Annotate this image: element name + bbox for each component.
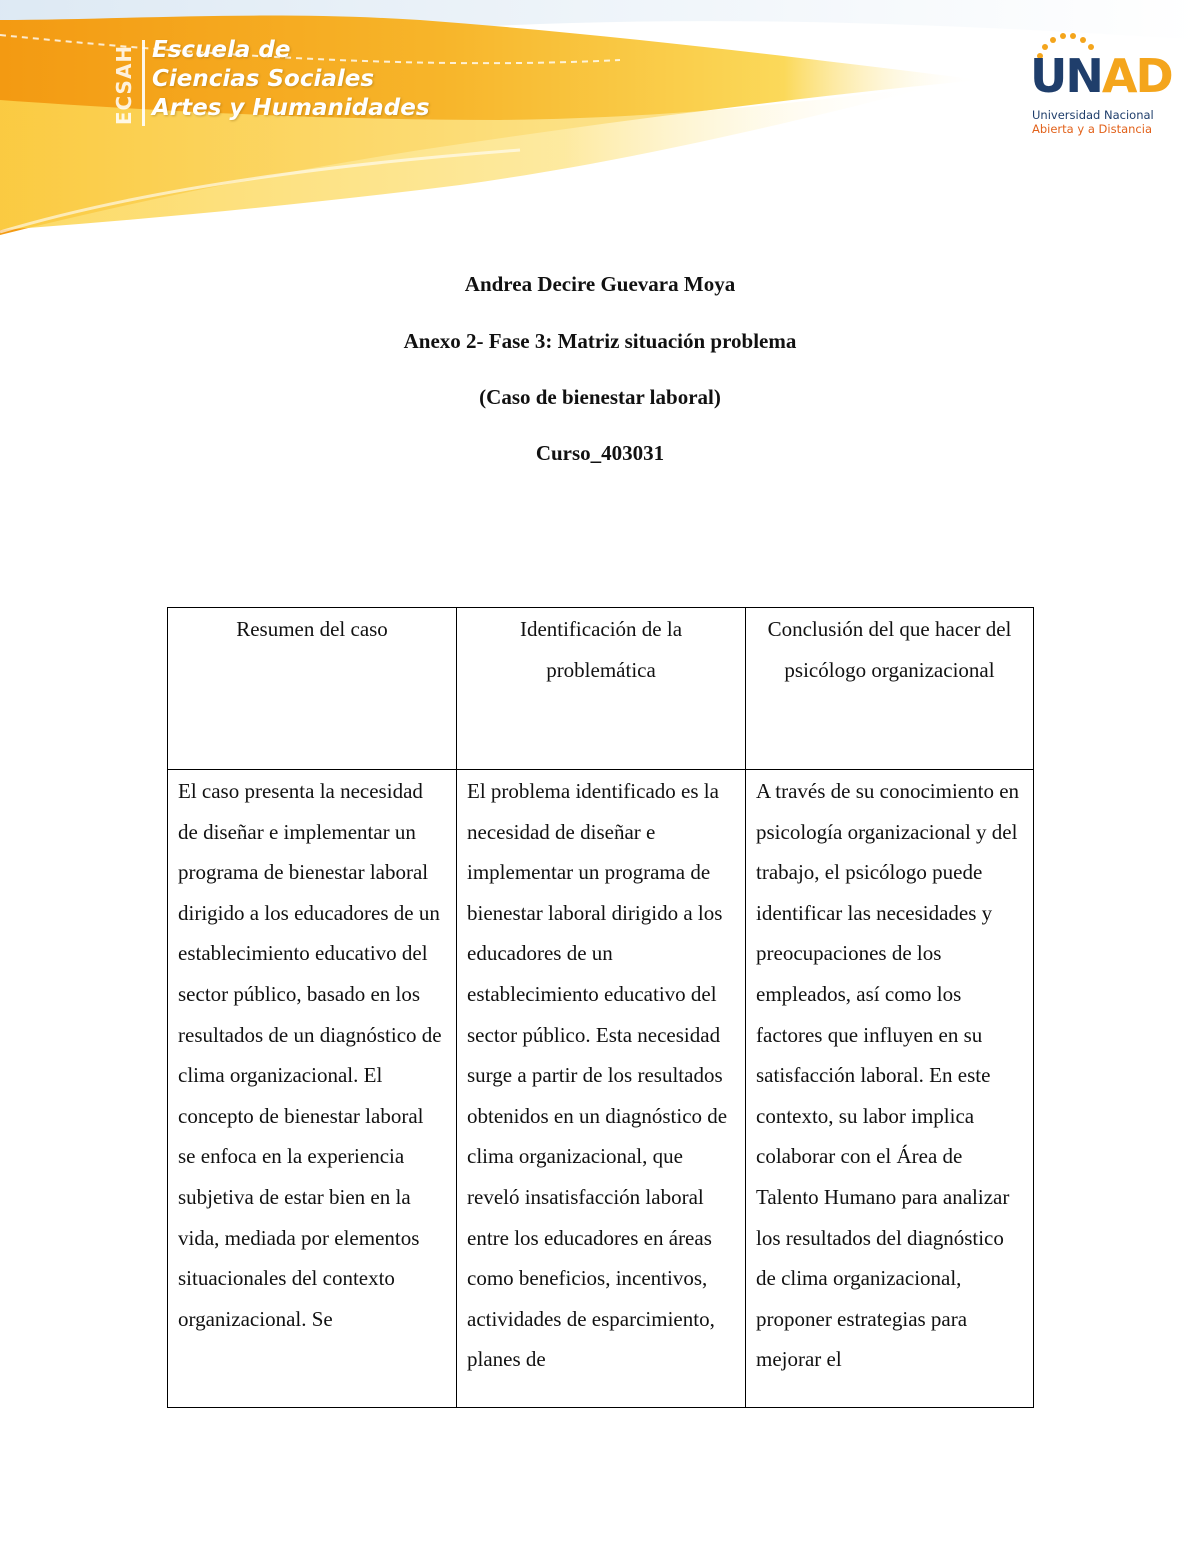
school-name-line2: Ciencias Sociales [152, 66, 375, 92]
table-header-cell [457, 608, 746, 770]
author-name: Andrea Decire Guevara Moya [464, 272, 736, 296]
unad-logo [1030, 32, 1172, 142]
table-cell [168, 770, 457, 1408]
header-divider [142, 40, 145, 126]
header-identificacion: Identificación de la problemática [519, 617, 683, 682]
school-name-line1: Escuela de [152, 37, 291, 63]
table-header-cell [168, 608, 457, 770]
logo-subtitle-2: Abierta y a Distancia [1032, 122, 1152, 136]
logo-wordmark [1030, 50, 1172, 102]
table-header-cell [746, 608, 1034, 770]
cell-resumen: El caso presenta la necesidad de diseñar e implementar un programa de bienestar laboral dirigido a los educadores de un establecimiento educativo del sector público, basado en los resultados de un diagnóstico de clima organizacional. El concepto de bienestar laboral se enfoca en la experiencia subjetiva de estar bien en la vida, mediada por elementos situacionales del contexto organizacional. Se [178, 779, 442, 1331]
logo-word-n: N [1065, 49, 1102, 103]
ecsah-vertical-label [110, 40, 138, 130]
school-name [152, 36, 430, 123]
logo-subtitle-1: Universidad Nacional [1032, 108, 1154, 122]
table-row [168, 770, 1034, 1408]
table-cell [457, 770, 746, 1408]
annex-title: Anexo 2- Fase 3: Matriz situación problema [403, 329, 797, 353]
case-title: (Caso de bienestar laboral) [479, 385, 721, 409]
table-header-row [168, 608, 1034, 770]
header-conclusion: Conclusión del que hacer del psicólogo organizacional [767, 617, 1012, 682]
table-cell [746, 770, 1034, 1408]
cell-identificacion: El problema identificado es la necesidad de diseñar e implementar un programa de bienestar laboral dirigido a los educadores de un establecimiento educativo del sector público. Esta necesidad surge a partir de los resultados obtenidos en un diagnóstico de clima organizacional, que reveló insatisfacción laboral entre los educadores en áreas como beneficios, incentivos, actividades de esparcimiento, planes de [467, 779, 728, 1372]
ecsah-abbrev: ECSAH [112, 44, 136, 126]
course-title: Curso_403031 [535, 441, 665, 465]
logo-word-u: U [1030, 49, 1066, 103]
header-resumen: Resumen del caso [236, 617, 388, 641]
school-name-line3: Artes y Humanidades [152, 95, 430, 121]
logo-word-ad: AD [1101, 49, 1172, 103]
problem-matrix-table [167, 607, 1034, 1408]
cell-conclusion: A través de su conocimiento en psicología organizacional y del trabajo, el psicólogo puede identificar las necesidades y preocupaciones de los empleados, así como los factores que influyen en su satisfacción laboral. En este contexto, su labor implica colaborar con el Área de Talento Humano para analizar los resultados del diagnóstico de clima organizacional, proponer estrategias para mejorar el [756, 779, 1020, 1372]
